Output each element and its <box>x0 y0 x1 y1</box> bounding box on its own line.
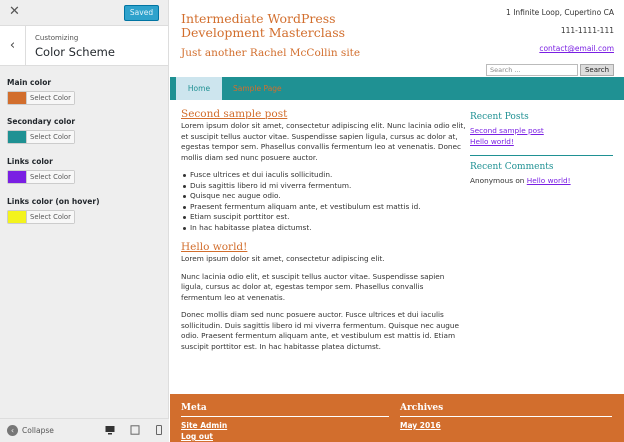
list-item: Praesent fermentum aliquam ante, et vestibulum est mattis id. <box>181 202 466 213</box>
recent-post-link[interactable]: Second sample post <box>470 126 544 135</box>
tablet-preview-icon[interactable] <box>130 425 140 435</box>
customizer-footer <box>0 418 169 442</box>
search-input[interactable]: Search ... <box>486 64 578 76</box>
customizer-header <box>0 0 168 26</box>
section-breadcrumb: Customizing <box>35 34 79 42</box>
recent-comment <box>470 175 613 186</box>
comment-post-link[interactable]: Hello world! <box>526 176 571 185</box>
section-title: Color Scheme <box>35 45 115 59</box>
post-paragraph: Nunc lacinia odio elit, et suscipit tellus auctor vitae. Suspendisse sapien ligula, cursus ac dolor at, egestas tempor sem. Phasellus convallis fermentum leo at venenatis. <box>181 271 445 302</box>
secondary-color-label: Secondary color <box>7 117 76 126</box>
list-item: Duis sagittis libero id mi viverra fermentum. <box>181 181 466 192</box>
back-chevron-icon[interactable]: ‹ <box>0 26 26 66</box>
desktop-preview-icon[interactable] <box>105 425 115 435</box>
archives-title: Archives <box>400 403 612 417</box>
log-out-link[interactable]: Log out <box>181 432 213 441</box>
search-form <box>486 64 614 76</box>
contact-address: 1 Infinite Loop, Cupertino CA <box>506 8 614 17</box>
links-color-swatch[interactable] <box>8 171 26 183</box>
post-paragraph: Lorem ipsum dolor sit amet, consectetur adipiscing elit. <box>181 254 385 263</box>
links-hover-color-control <box>7 197 100 224</box>
site-preview <box>170 0 624 442</box>
mobile-preview-icon[interactable] <box>154 425 164 435</box>
post-paragraph: Lorem ipsum dolor sit amet, consectetur adipiscing elit. Nunc lacinia odio elit, et suscipit tellus auctor vitae. Suspendisse sapien ligula, cursus ac dolor at, egestas tempor sem. Phasellus convallis fermentum leo at venenatis. Donec mollis diam sed nunc posuere auctor. <box>181 121 466 162</box>
recent-comments-title: Recent Comments <box>470 162 554 172</box>
main-color-control <box>7 78 75 105</box>
site-footer <box>170 394 624 442</box>
main-color-picker[interactable] <box>7 91 75 105</box>
list-item: In hac habitasse platea dictumst. <box>181 223 466 234</box>
post-title-link[interactable]: Second sample post <box>181 108 288 120</box>
list-item: Quisque nec augue odio. <box>181 191 466 202</box>
main-color-swatch[interactable] <box>8 92 26 104</box>
post-paragraph: Donec mollis diam sed nunc posuere auctor. Fusce ultrices et dui iaculis sollicitudin. Duis sagittis libero id mi viverra fermentum. Quisque nec augue odio. Praesent fermentum aliquam ante, et vestibulum est mattis id. Etiam suscipit porttitor est. In hac habitasse platea dictumst. <box>181 310 459 351</box>
list-item: Fusce ultrices et dui iaculis sollicitudin. <box>181 170 466 181</box>
nav-item-home[interactable]: Home <box>176 77 222 100</box>
secondary-color-control <box>7 117 75 144</box>
post-title-link[interactable]: Hello world! <box>181 241 248 253</box>
section-header <box>0 26 168 66</box>
secondary-color-picker[interactable] <box>7 130 75 144</box>
recent-posts-title: Recent Posts <box>470 112 529 122</box>
customizer-sidebar <box>0 0 169 442</box>
secondary-color-swatch[interactable] <box>8 131 26 143</box>
search-button[interactable]: Search <box>580 64 614 76</box>
links-color-select-button[interactable]: Select Color <box>26 171 74 183</box>
main-content <box>181 108 466 359</box>
links-color-control <box>7 157 75 184</box>
links-color-label: Links color <box>7 157 53 166</box>
main-color-label: Main color <box>7 78 52 87</box>
close-icon[interactable]: ✕ <box>9 4 20 19</box>
meta-widget <box>181 403 389 442</box>
contact-phone: 111-1111-111 <box>560 26 614 35</box>
contact-email-link[interactable]: contact@email.com <box>539 44 614 53</box>
site-tagline: Just another Rachel McCollin site <box>181 47 361 59</box>
recent-post-link[interactable]: Hello world! <box>470 137 514 146</box>
saved-button[interactable]: Saved <box>124 5 159 21</box>
main-color-select-button[interactable]: Select Color <box>26 92 74 104</box>
post-list <box>181 170 466 233</box>
links-hover-color-swatch[interactable] <box>8 211 26 223</box>
archives-widget <box>400 403 612 431</box>
links-color-picker[interactable] <box>7 170 75 184</box>
main-navigation <box>170 77 624 100</box>
nav-item-sample-page[interactable]: Sample Page <box>233 84 282 93</box>
archive-link[interactable]: May 2016 <box>400 421 441 430</box>
site-admin-link[interactable]: Site Admin <box>181 421 228 430</box>
links-hover-color-picker[interactable] <box>7 210 75 224</box>
list-item: Etiam suscipit porttitor est. <box>181 212 466 223</box>
meta-title: Meta <box>181 403 389 417</box>
links-hover-color-label: Links color (on hover) <box>7 197 100 206</box>
site-title[interactable]: Intermediate WordPress Development Masterclass <box>181 11 346 40</box>
collapse-icon[interactable]: ‹ <box>7 425 18 436</box>
collapse-button[interactable]: Collapse <box>22 426 54 435</box>
links-hover-color-select-button[interactable]: Select Color <box>26 211 74 223</box>
widget-divider <box>470 155 613 156</box>
sidebar-widgets <box>470 112 613 186</box>
secondary-color-select-button[interactable]: Select Color <box>26 131 74 143</box>
comment-author: Anonymous on <box>470 176 527 185</box>
